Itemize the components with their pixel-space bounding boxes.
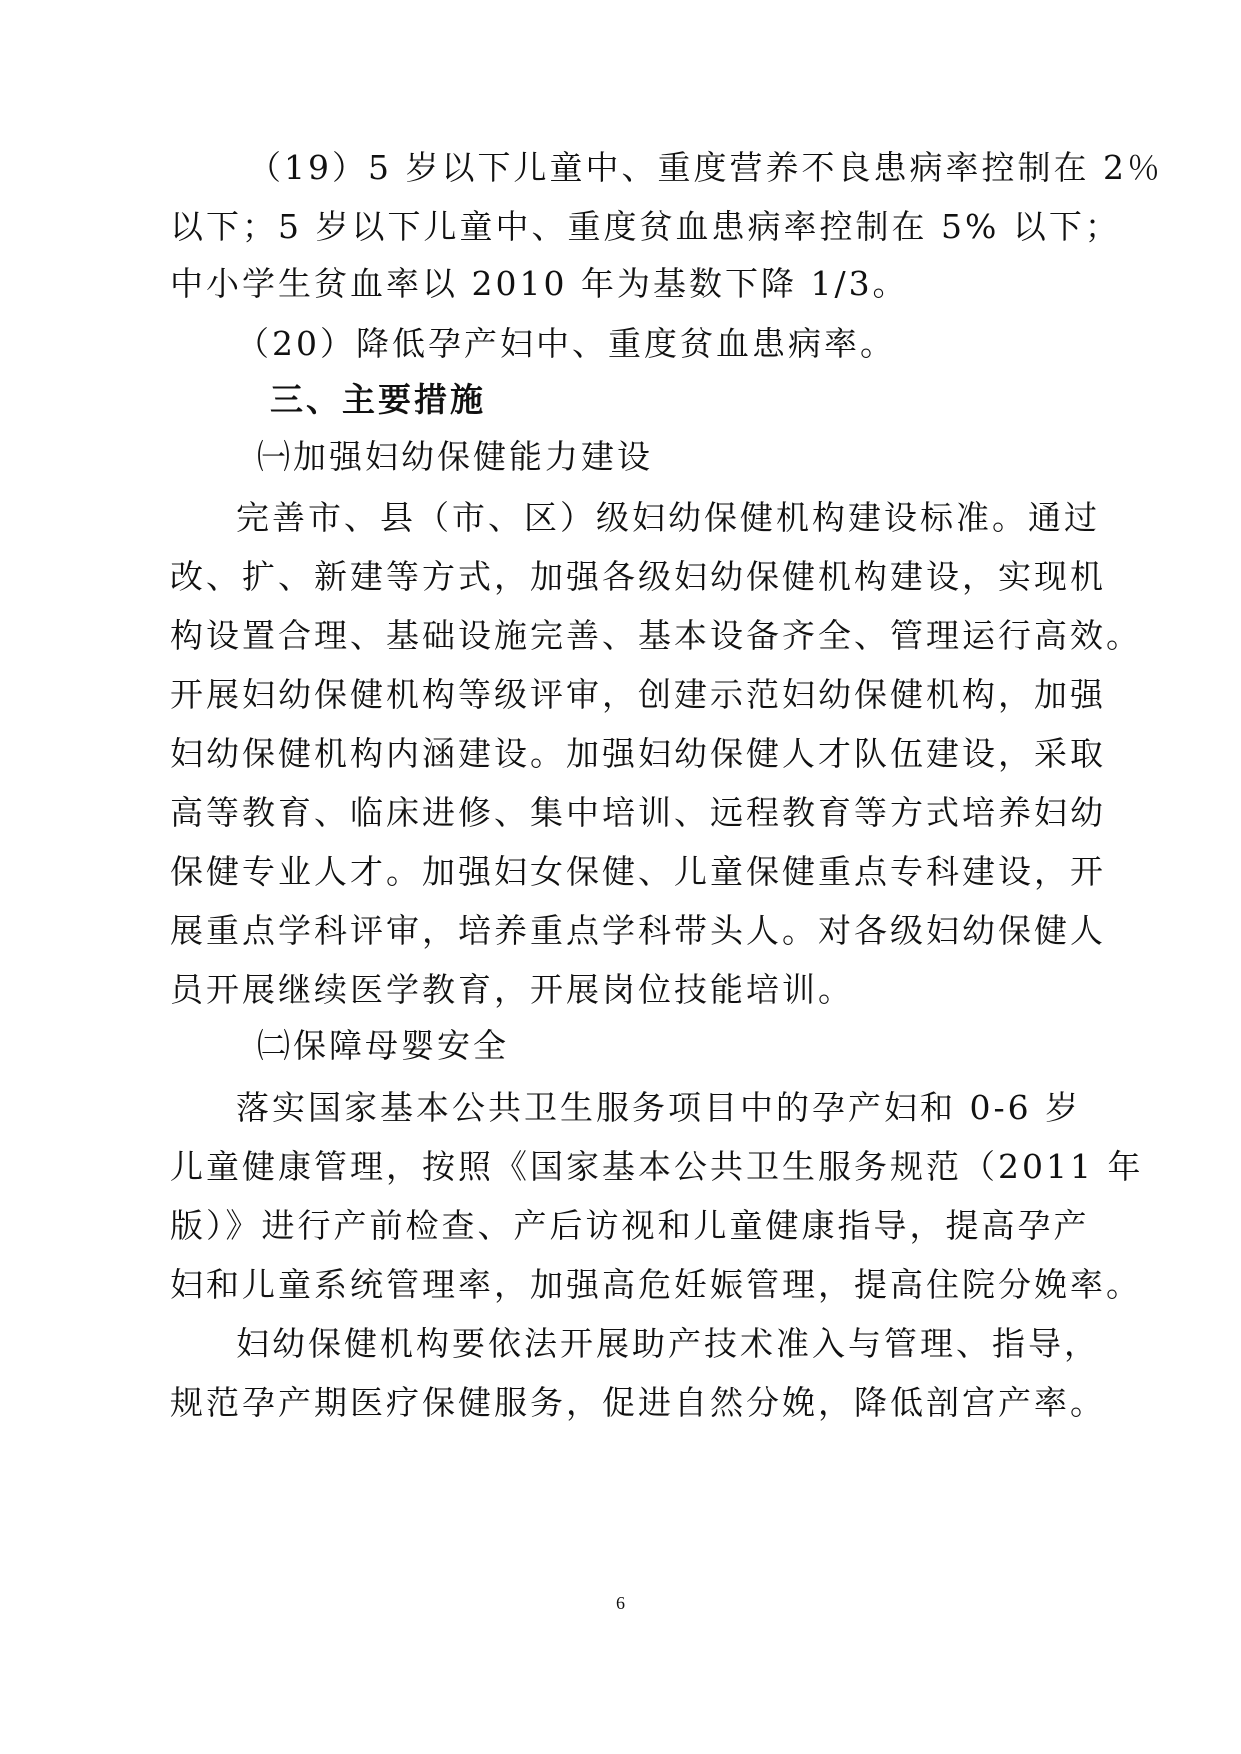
subsection-1-line-8: 展重点学科评审，培养重点学科带头人。对各级妇幼保健人 bbox=[170, 911, 1106, 950]
subsection-1-title: ㈠加强妇幼保健能力建设 bbox=[257, 437, 653, 476]
subsection-2-title: ㈡保障母婴安全 bbox=[257, 1026, 509, 1065]
paragraph-20: （20）降低孕产妇中、重度贫血患病率。 bbox=[236, 324, 896, 363]
subsection-2-paragraph-b-line-1: 妇幼保健机构要依法开展助产技术准入与管理、指导， bbox=[236, 1324, 1100, 1363]
subsection-1-line-1: 完善市、县（市、区）级妇幼保健机构建设标准。通过 bbox=[236, 498, 1100, 537]
subsection-1-line-4: 开展妇幼保健机构等级评审，创建示范妇幼保健机构，加强 bbox=[170, 675, 1106, 714]
paragraph-19-line-1: （19）5 岁以下儿童中、重度营养不良患病率控制在 2％ bbox=[248, 148, 1163, 187]
subsection-2-paragraph-a-line-4: 妇和儿童系统管理率，加强高危妊娠管理，提高住院分娩率。 bbox=[170, 1265, 1142, 1304]
page-number: 6 bbox=[616, 1593, 625, 1613]
subsection-1-line-5: 妇幼保健机构内涵建设。加强妇幼保健人才队伍建设，采取 bbox=[170, 734, 1106, 773]
subsection-2-paragraph-a-line-1: 落实国家基本公共卫生服务项目中的孕产妇和 0-6 岁 bbox=[236, 1088, 1082, 1127]
paragraph-19-line-2: 以下；5 岁以下儿童中、重度贫血患病率控制在 5% 以下； bbox=[170, 207, 1121, 246]
paragraph-19-line-3: 中小学生贫血率以 2010 年为基数下降 1/3。 bbox=[170, 264, 909, 303]
subsection-2-paragraph-a-line-2: 儿童健康管理，按照《国家基本公共卫生服务规范（2011 年 bbox=[170, 1147, 1144, 1186]
subsection-1-line-6: 高等教育、临床进修、集中培训、远程教育等方式培养妇幼 bbox=[170, 793, 1106, 832]
subsection-2-paragraph-b-line-2: 规范孕产期医疗保健服务，促进自然分娩，降低剖宫产率。 bbox=[170, 1383, 1106, 1422]
subsection-1-line-7: 保健专业人才。加强妇女保健、儿童保健重点专科建设，开 bbox=[170, 852, 1106, 891]
subsection-1-line-2: 改、扩、新建等方式，加强各级妇幼保健机构建设，实现机 bbox=[170, 557, 1106, 596]
subsection-2-paragraph-a-line-3: 版）》进行产前检查、产后访视和儿童健康指导，提高孕产 bbox=[170, 1206, 1090, 1245]
subsection-1-line-9: 员开展继续医学教育，开展岗位技能培训。 bbox=[170, 970, 854, 1009]
section-heading: 三、主要措施 bbox=[270, 380, 486, 419]
subsection-1-line-3: 构设置合理、基础设施完善、基本设备齐全、管理运行高效。 bbox=[170, 616, 1142, 655]
